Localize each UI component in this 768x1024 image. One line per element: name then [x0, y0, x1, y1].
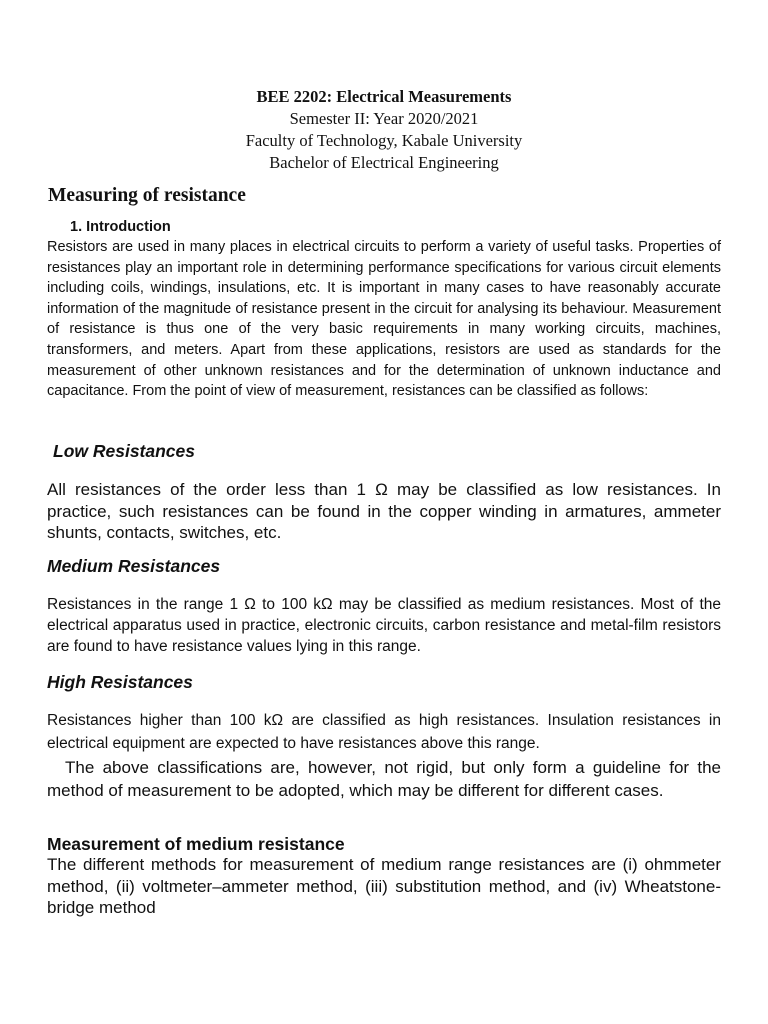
intro-paragraph: Resistors are used in many places in electrical circuits to perform a variety of useful tasks. Properties of resistances play an important role in determining performance specifications for various circuit elements including coils, windings, insulations, etc. It is important in many cases to have reasonably accurate information of the magnitude of resistance present in the circuit for analysing its behaviour. Measurement of resistance is thus one of the very basic requirements in many working circuits, machines, transformers, and meters. Apart from these applications, resistors are used as standards for the measurement of other unknown resistances and for the determination of unknown inductance and capacitance. From the point of view of measurement, resistances can be classified as follows: — [47, 239, 721, 400]
medium-resistances-heading: Medium Resistances — [47, 556, 221, 576]
low-resistances-paragraph — [47, 479, 721, 544]
measurement-paragraph: The different methods for measurement of medium range resistances are (i) ohmmeter method, (ii) voltmeter–ammeter method, (iii) substitution method, and (iv) Wheatstone-bridge method — [47, 855, 721, 917]
course-title: BEE 2202: Electrical Measurements — [256, 87, 512, 106]
intro-heading: 1. Introduction — [70, 219, 171, 235]
medium-resistances-paragraph: Resistances in the range 1 Ω to 100 kΩ may be classified as medium resistances. Most of the electrical apparatus used in practice, electronic circuits, carbon resistance and metal-film resistors are found to have resistance values lying in this range. — [47, 596, 721, 655]
high-resistances-paragraph: Resistances higher than 100 kΩ are classified as high resistances. Insulation resistances in electrical equipment are expected to have resistances above this range. — [47, 712, 721, 752]
program-line: Bachelor of Electrical Engineering — [269, 153, 499, 172]
high-resistances-heading: High Resistances — [47, 672, 193, 692]
classification-note: The above classifications are, however, not rigid, but only form a guideline for the method of measurement to be adopted, which may be different for different cases. — [47, 758, 721, 800]
faculty-line: Faculty of Technology, Kabale University — [245, 131, 523, 150]
measurement-heading: Measurement of medium resistance — [47, 834, 345, 854]
low-resistances-heading: Low Resistances — [53, 441, 195, 461]
document-header — [0, 86, 768, 174]
low-resistances-rest: In practice, such resistances can be found in the copper winding in armatures, ammeter shunts, contacts, switches, etc. — [47, 480, 721, 542]
semester-line: Semester II: Year 2020/2021 — [289, 109, 479, 128]
low-resistances-lead: All resistances of the order less than 1 Ω may be classified as low resistances. — [47, 480, 698, 499]
main-heading: Measuring of resistance — [48, 185, 246, 206]
